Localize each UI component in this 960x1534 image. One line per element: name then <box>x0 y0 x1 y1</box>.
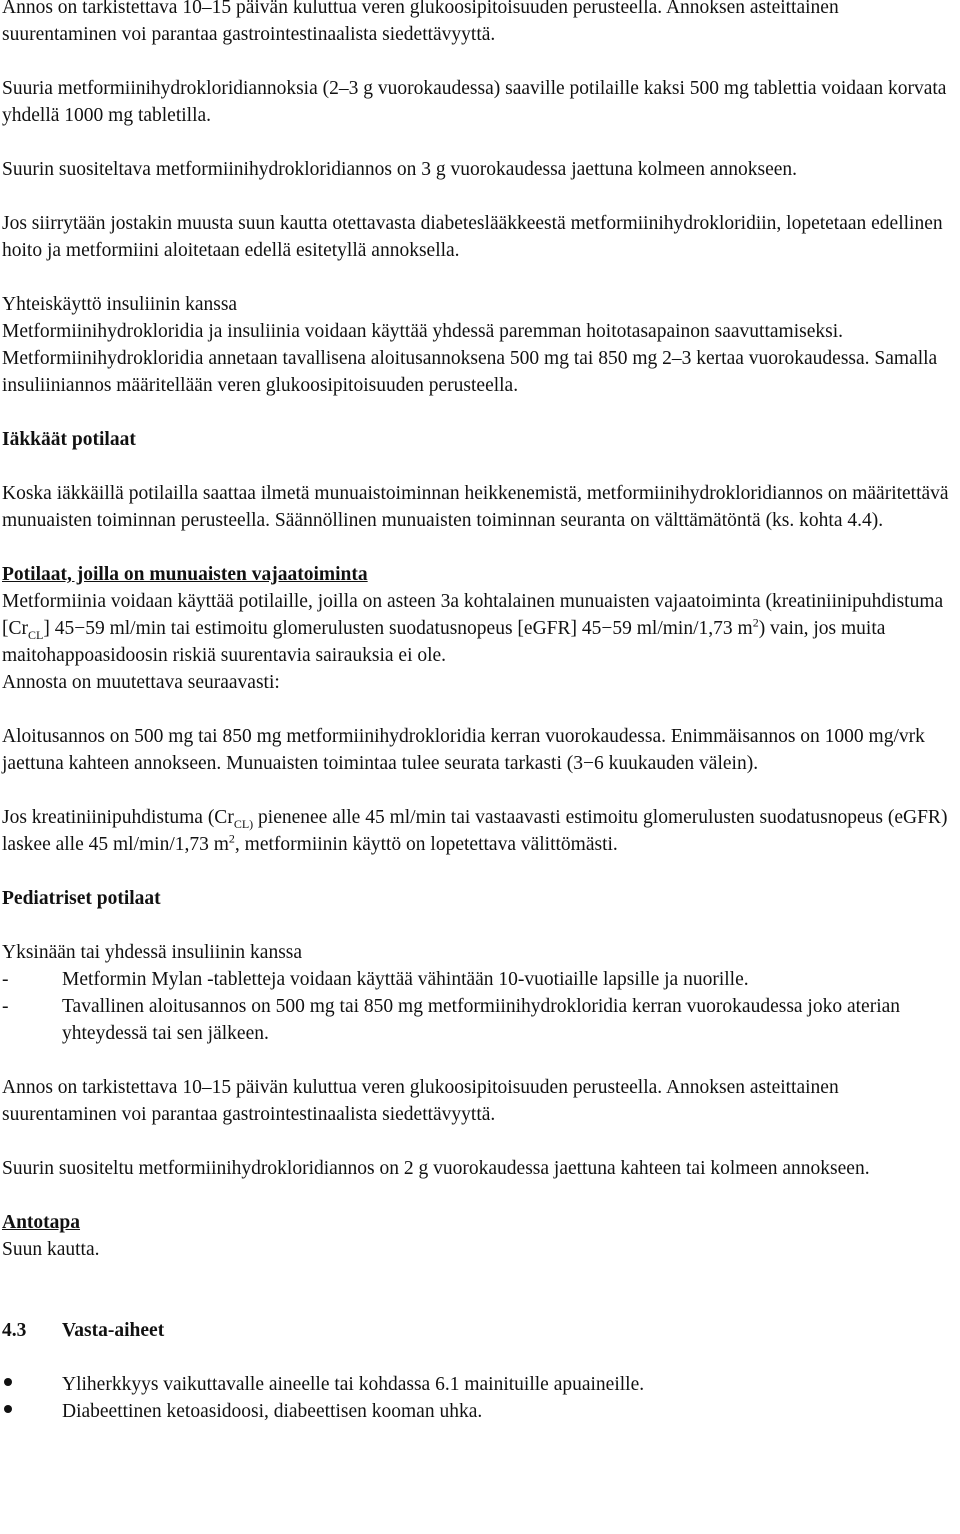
list-item-text: Tavallinen aloitusannos on 500 mg tai 850 mg metformiinihydrokloridia kerran vuorokaudessa joko aterian yhteydessä tai sen jälkeen. <box>62 996 901 1044</box>
administration-heading: Antotapa <box>2 1212 81 1233</box>
square-superscript: 2 <box>752 615 759 630</box>
pediatric-heading: Pediatriset potilaat <box>2 888 161 909</box>
dash-marker: - <box>2 969 9 990</box>
list-item-text: Diabeettinen ketoasidoosi, diabeettisen kooman uhka. <box>62 1401 483 1422</box>
list-item-text: Metformin Mylan -tabletteja voidaan käyttää vähintään 10-vuotiaille lapsille ja nuorille. <box>62 969 749 990</box>
switching-paragraph: Jos siirrytään jostakin muusta suun kautta otettavasta diabeteslääkkeestä metformiinihydrokloridiin, lopetetaan edellinen hoito ja metformiini aloitetaan edellä esitetyllä annoksella. <box>2 213 943 261</box>
renal-paragraph-2: Aloitusannos on 500 mg tai 850 mg metformiinihydrokloridia kerran vuorokaudessa. Enimmäisannos on 1000 mg/vrk jaettuna kahteen annokseen. Munuaisten toimintaa tulee seurata tarkasti (3−6 kuukauden välein). <box>2 726 925 774</box>
section-heading <box>2 1317 954 1344</box>
list-item <box>2 1371 954 1398</box>
list-item <box>2 966 954 993</box>
max-dose-paragraph: Suurin suositeltava metformiinihydrokloridiannos on 3 g vuorokaudessa jaettuna kolmeen annokseen. <box>2 159 798 180</box>
square-superscript: 2 <box>228 831 235 846</box>
elderly-paragraph: Koska iäkkäillä potilailla saattaa ilmetä munuaistoiminnan heikkenemistä, metformiinihydrokloridiannos on määritettävä munuaisten toiminnan perusteella. Säännöllinen munuaisten toiminnan seuranta on välttämätöntä (ks. kohta 4.4). <box>2 483 949 531</box>
administration-text: Suun kautta. <box>2 1239 100 1260</box>
renal-paragraph-adjust: Annosta on muutettava seuraavasti: <box>2 672 280 693</box>
section-title: Vasta-aiheet <box>62 1320 165 1341</box>
dash-marker: - <box>2 996 9 1017</box>
list-item <box>2 993 954 1047</box>
renal-paragraph-1: Metformiinia voidaan käyttää potilaille, joilla on asteen 3a kohtalainen munuaisten vajaatoiminta (kreatiniinipuhdistuma $[Cr_{CL}]$ 45−59 ml/min tai estimoitu glomerulusten suodatusnopeus [eGFR] 45−59 ml/min/1,73 $m^2$) vain, jos muita maitohappoasidoosin riskiä suurentavia sairauksia ei ole. <box>2 591 944 666</box>
insulin-paragraph: Metformiinihydrokloridia ja insuliinia voidaan käyttää yhdessä paremman hoitotasapainon saavuttamiseksi. Metformiinihydrokloridia annetaan tavallisena aloitusannoksena 500 mg tai 850 mg 2–3 kertaa vuorokaudessa. Samalla insuliiniannos määritellään veren glukoosipitoisuuden perusteella. <box>2 321 938 396</box>
elderly-heading: Iäkkäät potilaat <box>2 429 136 450</box>
dose-adjustment-paragraph: Annos on tarkistettava 10–15 päivän kuluttua veren glukoosipitoisuuden perusteella. Annoksen asteittainen suurentaminen voi parantaa gastrointestinaalista siedettävyyttä. <box>2 0 839 45</box>
pediatric-dose-paragraph: Annos on tarkistettava 10–15 päivän kuluttua veren glukoosipitoisuuden perusteella. Annoksen asteittainen suurentaminen voi parantaa gastrointestinaalista siedettävyyttä. <box>2 1077 839 1125</box>
document-page <box>2 0 954 1425</box>
section-number: 4.3 <box>2 1320 27 1341</box>
renal-heading: Potilaat, joilla on munuaisten vajaatoiminta <box>2 564 368 585</box>
pediatric-max-dose-paragraph: Suurin suositeltu metformiinihydrokloridiannos on 2 g vuorokaudessa jaettuna kahteen tai kolmeen annokseen. <box>2 1158 870 1179</box>
list-item <box>2 1398 954 1425</box>
clearance-subscript: CL) <box>233 816 254 831</box>
high-dose-paragraph: Suuria metformiinihydrokloridiannoksia (2–3 g vuorokaudessa) saaville potilaille kaksi 500 mg tablettia voidaan korvata yhdellä 1000 mg tabletilla. <box>2 78 947 126</box>
clearance-subscript: CL <box>28 627 44 642</box>
renal-paragraph-3: Jos kreatiniinipuhdistuma ($Cr_{CL)}$ pienenee alle 45 ml/min tai vastaavasti estimoitu glomerulusten suodatusnopeus (eGFR) laskee alle 45 ml/min/1,73 $m^2$, metformiinin käyttö on lopetettava välittömästi. <box>2 807 948 855</box>
list-item-text: Yliherkkyys vaikuttavalle aineelle tai kohdassa 6.1 mainituille apuaineille. <box>62 1374 645 1395</box>
pediatric-subheading: Yksinään tai yhdessä insuliinin kanssa <box>2 942 303 963</box>
insulin-subheading: Yhteiskäyttö insuliinin kanssa <box>2 294 238 315</box>
